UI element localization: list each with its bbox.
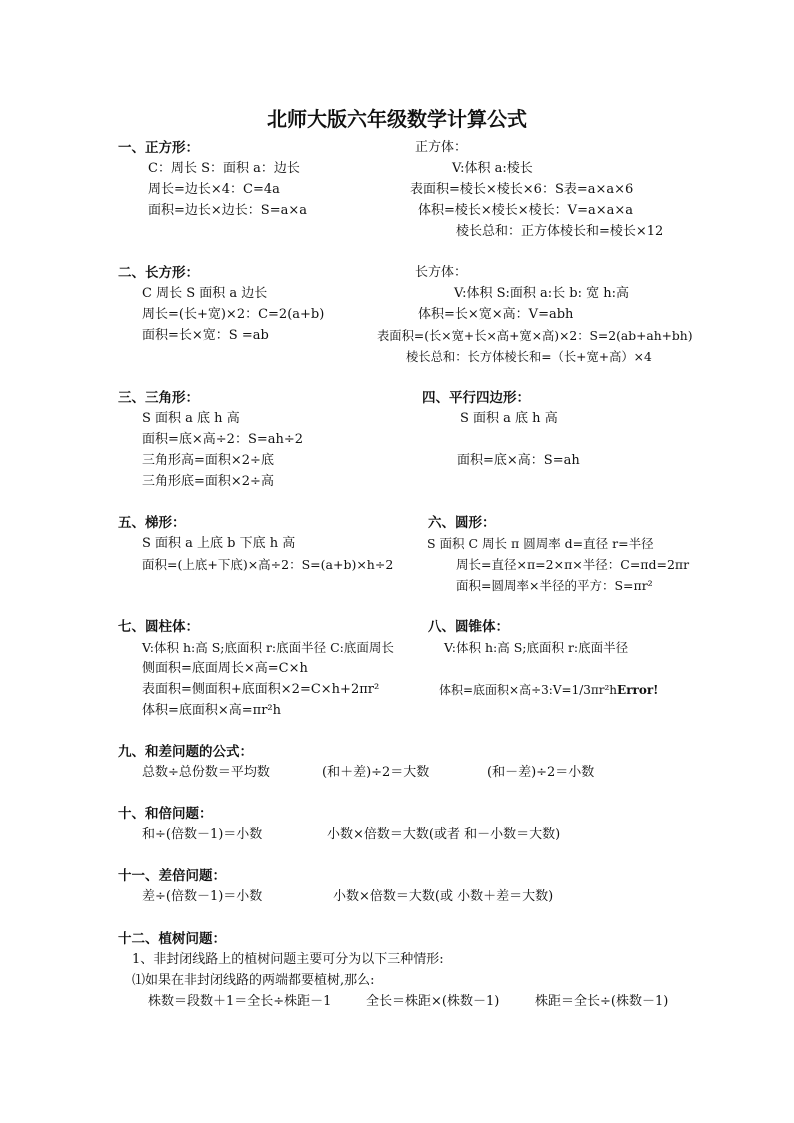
text-line: S 面积 a 底 h 高 [460, 411, 558, 426]
section-trapezoid-heading: 五、梯形： [118, 515, 186, 531]
section-triangle-heading: 三、三角形： [118, 390, 199, 406]
error-field: Error! [617, 683, 659, 697]
text-line: 面积=长×宽：S =ab [142, 328, 269, 343]
text-line: (和－差)÷2＝小数 [487, 765, 595, 780]
text-line: 株数＝段数＋1＝全长÷株距－1 [148, 994, 332, 1009]
text-line: ⑴如果在非封闭线路的两端都要植树,那么: [132, 973, 375, 988]
section-cylinder-heading: 七、圆柱体： [118, 619, 199, 635]
section-cube-heading: 正方体： [415, 140, 468, 155]
text-line: 表面积=侧面积+底面积×2=C×h+2πr² [142, 682, 380, 697]
text-line: 株距＝全长÷(株数－1) [535, 994, 669, 1009]
text-line: V:体积 a:棱长 [452, 161, 533, 176]
section-parallelogram-heading: 四、平行四边形： [422, 390, 530, 406]
text-line: V:体积 S:面积 a:长 b: 宽 h:高 [454, 286, 629, 301]
text-line: 表面积=棱长×棱长×6：S表=a×a×6 [410, 182, 634, 197]
text-line: 体积=长×宽×高：V=abh [418, 307, 574, 322]
text-line: 面积=(上底+下底)×高÷2：S=(a+b)×h÷2 [142, 557, 394, 572]
text-line: 面积=底×高÷2：S=ah÷2 [142, 432, 304, 447]
section-rectangle-heading: 二、长方形： [118, 265, 199, 281]
text-line: C 周长 S 面积 a 边长 [142, 286, 268, 301]
text-line: 侧面积=底面周长×高=C×h [142, 661, 308, 676]
text-line: 和÷(倍数－1)＝小数 [142, 827, 263, 842]
text-line: 棱长总和：正方体棱长和=棱长×12 [456, 224, 664, 239]
text-line: 面积=圆周率×半径的平方：S=πr² [456, 578, 653, 593]
text-line: 差÷(倍数－1)＝小数 [142, 889, 263, 904]
text-line: 面积=底×高：S=ah [457, 453, 580, 468]
text-line: 周长=边长×4：C=4a [148, 182, 280, 197]
text-line: V:体积 h:高 S;底面积 r:底面半径 [444, 640, 629, 655]
text-line: 小数×倍数＝大数(或者 和－小数＝大数) [327, 827, 561, 842]
text-line: 全长＝株距×(株数－1) [366, 994, 500, 1009]
text-line: 棱长总和：长方体棱长和=（长+宽+高）×4 [406, 350, 652, 364]
text-line: C：周长 S：面积 a：边长 [148, 161, 300, 176]
text-line: 面积=边长×边长：S=a×a [148, 203, 307, 218]
section-tree-planting-heading: 十二、植树问题： [118, 931, 226, 947]
text-line: 体积=棱长×棱长×棱长：V=a×a×a [418, 203, 633, 218]
text-line: 三角形高=面积×2÷底 [142, 453, 274, 468]
text-line: 小数×倍数＝大数(或 小数＋差＝大数) [333, 889, 554, 904]
text-line: S 面积 a 上底 b 下底 h 高 [142, 536, 296, 551]
text-line: 周长=(长+宽)×2：C=2(a+b) [142, 307, 325, 322]
text-line: 表面积=(长×宽+长×高+宽×高)×2：S=2(ab+ah+bh) [377, 329, 693, 343]
text-line: S 面积 C 周长 π 圆周率 d=直径 r=半径 [427, 536, 654, 551]
section-sum-multiple-heading: 十、和倍问题： [118, 806, 213, 822]
text-line: 体积=底面积×高=πr²h [142, 703, 282, 718]
section-sum-difference-heading: 九、和差问题的公式： [118, 744, 253, 760]
document-title: 北师大版六年级数学计算公式 [267, 107, 527, 131]
text-line: 三角形底=面积×2÷高 [142, 474, 274, 489]
section-square-heading: 一、正方形： [118, 140, 199, 156]
text-line: 总数÷总份数＝平均数 [142, 765, 270, 780]
cone-volume-formula: 体积=底面积×高÷3:V=1/3πr²h [439, 683, 618, 697]
section-circle-heading: 六、圆形： [428, 515, 496, 531]
text-line: 周长=直径×π=2×π×半径：C=πd=2πr [456, 557, 690, 572]
text-line [439, 682, 658, 698]
text-line: S 面积 a 底 h 高 [142, 411, 240, 426]
section-cone-heading: 八、圆锥体： [428, 619, 509, 635]
text-line: V:体积 h:高 S;底面积 r:底面半径 C:底面周长 [142, 640, 394, 655]
section-cuboid-heading: 长方体： [415, 265, 468, 280]
text-line: 1、非封闭线路上的植树问题主要可分为以下三种情形: [132, 952, 444, 967]
section-difference-multiple-heading: 十一、差倍问题： [118, 868, 226, 884]
text-line: (和＋差)÷2＝大数 [322, 765, 430, 780]
